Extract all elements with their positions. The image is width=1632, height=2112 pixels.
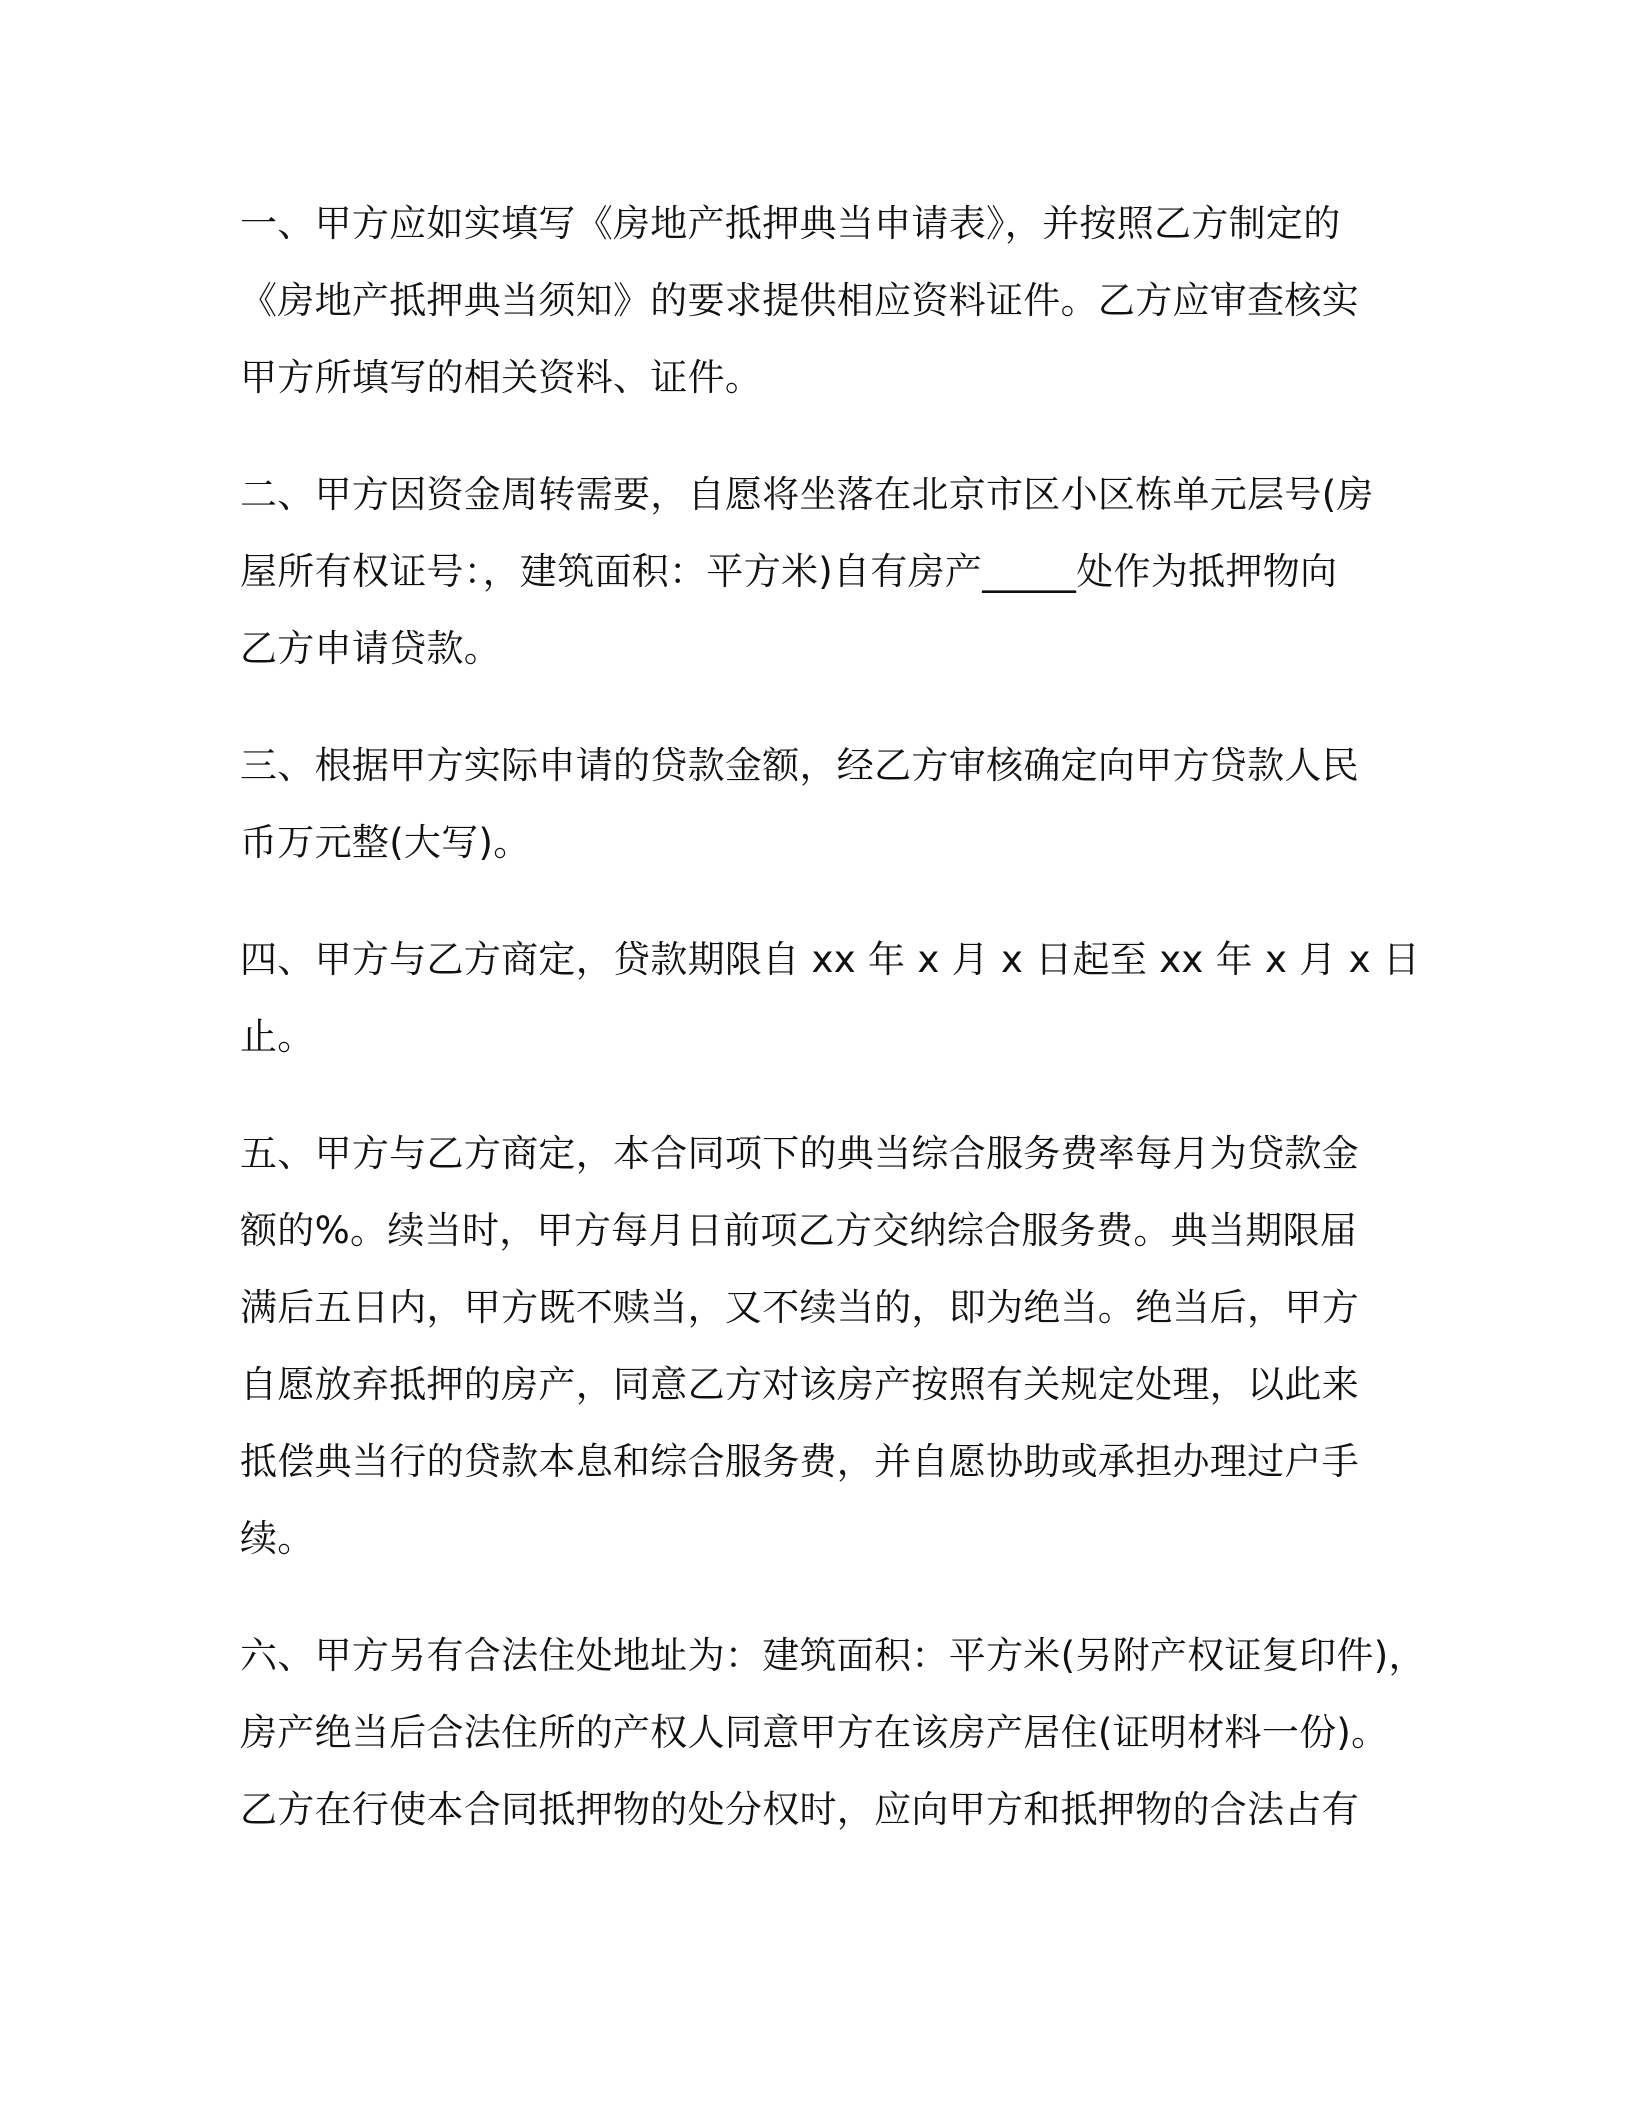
- text-line: 六、甲方另有合法住处地址为：建筑面积：平方米(另附产权证复印件)，: [240, 1634, 1426, 1677]
- text-line: 一、甲方应如实填写《房地产抵押典当申请表》，并按照乙方制定的: [240, 202, 1341, 245]
- text-line: 自愿放弃抵押的房产，同意乙方对该房产按照有关规定处理，以此来: [240, 1363, 1359, 1406]
- text-line: 三、根据甲方实际申请的贷款金额，经乙方审核确定向甲方贷款人民: [240, 744, 1359, 787]
- text-line: 四、甲方与乙方商定，贷款期限自 xx 年 x 月 x 日起至 xx 年 x 月 x 日: [240, 938, 1421, 981]
- text-line: 币万元整(大写)。: [240, 821, 531, 864]
- text-line: 房产绝当后合法住所的产权人同意甲方在该房产居住(证明材料一份)。: [240, 1711, 1389, 1754]
- text-line: 甲方所填写的相关资料、证件。: [240, 356, 763, 399]
- text-line: 屋所有权证号：，建筑面积：平方米)自有房产_____处作为抵押物向: [240, 550, 1338, 593]
- clause-4: [240, 921, 1420, 1075]
- clause-1: [240, 185, 1420, 416]
- text-line: 额的%。续当时，甲方每月日前项乙方交纳综合服务费。典当期限届: [240, 1209, 1358, 1252]
- document-body: [240, 185, 1426, 1888]
- text-line: 乙方申请贷款。: [240, 627, 502, 670]
- clause-2: [240, 456, 1420, 687]
- text-line: 五、甲方与乙方商定，本合同项下的典当综合服务费率每月为贷款金: [240, 1132, 1359, 1175]
- clause-3: [240, 727, 1420, 881]
- text-line: 乙方在行使本合同抵押物的处分权时，应向甲方和抵押物的合法占有: [240, 1788, 1359, 1831]
- text-line: 《房地产抵押典当须知》的要求提供相应资料证件。乙方应审查核实: [240, 279, 1359, 322]
- text-line: 抵偿典当行的贷款本息和综合服务费，并自愿协助或承担办理过户手: [240, 1440, 1359, 1483]
- clause-6: [240, 1617, 1426, 1848]
- text-line: 止。: [240, 1015, 315, 1058]
- text-line: 二、甲方因资金周转需要，自愿将坐落在北京市区小区栋单元层号(房: [240, 473, 1374, 516]
- text-line: 续。: [240, 1517, 315, 1560]
- text-line: 满后五日内，甲方既不赎当，又不续当的，即为绝当。绝当后，甲方: [240, 1286, 1359, 1329]
- clause-5: [240, 1115, 1420, 1577]
